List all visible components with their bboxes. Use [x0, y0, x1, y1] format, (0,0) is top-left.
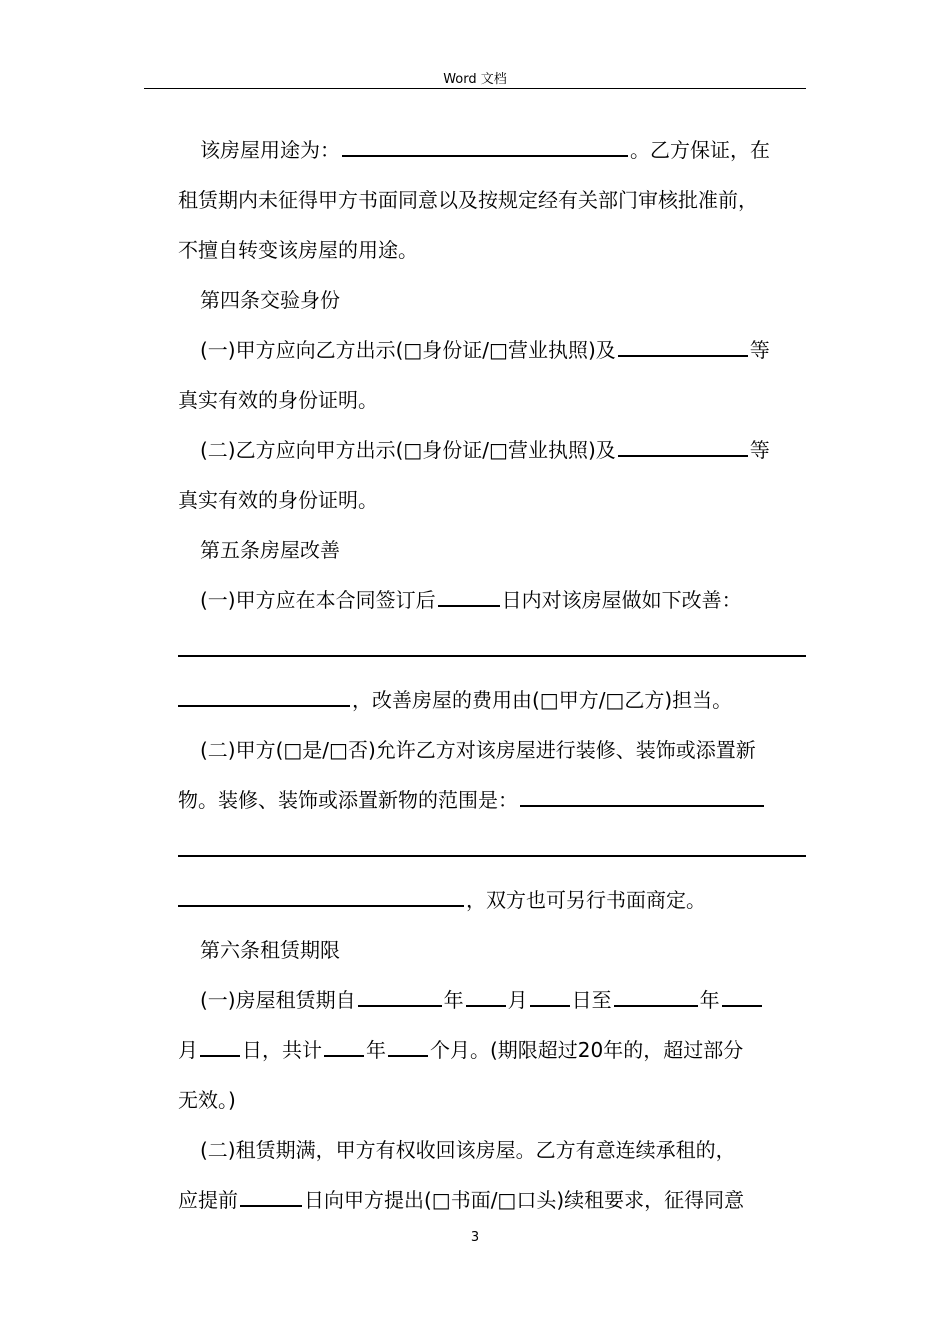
paragraph-line: 真实有效的身份证明。: [178, 388, 378, 412]
fill-blank: [466, 1004, 506, 1007]
fill-blank: [324, 1054, 364, 1057]
page-header: Word 文档: [443, 72, 507, 87]
fill-blank: [520, 804, 764, 807]
paragraph-line: ，改善房屋的费用由(□甲方/□乙方)担当。: [178, 675, 806, 725]
fill-blank: [618, 354, 748, 357]
document-body: [178, 125, 806, 1225]
article-heading: 第四条交验身份: [200, 288, 340, 312]
fill-blank: [438, 604, 500, 607]
paragraph-line: 应提前 日向甲方提出(□书面/□口头)续租要求，征得同意: [178, 1188, 745, 1212]
paragraph-line: (二)租赁期满，甲方有权收回该房屋。乙方有意连续承租的，: [200, 1138, 736, 1162]
fill-blank: [178, 655, 806, 657]
fill-blank: [178, 704, 350, 707]
fill-blank: [178, 904, 464, 907]
paragraph-line: (一)甲方应向乙方出示(□身份证/□营业执照)及 等: [200, 338, 770, 362]
fill-blank: [618, 454, 748, 457]
paragraph-line: 该房屋用途为： 。乙方保证，在: [200, 138, 770, 162]
paragraph-line: 租赁期内未征得甲方书面同意以及按规定经有关部门审核批准前，: [178, 188, 758, 212]
fill-blank: [530, 1004, 570, 1007]
paragraph-line: (一)甲方应在本合同签订后 日内对该房屋做如下改善：: [200, 588, 742, 612]
paragraph-line: (一)房屋租赁期自 年 月 日至 年: [178, 975, 806, 1025]
paragraph-line: 无效。): [178, 1088, 236, 1112]
paragraph-line: (二)甲方(□是/□否)允许乙方对该房屋进行装修、装饰或添置新: [200, 738, 756, 762]
fill-blank: [240, 1204, 302, 1207]
fill-blank: [614, 1004, 698, 1007]
paragraph-line: 不擅自转变该房屋的用途。: [178, 238, 418, 262]
article-heading: 第六条租赁期限: [200, 938, 340, 962]
paragraph-line: 真实有效的身份证明。: [178, 488, 378, 512]
paragraph-line: ，双方也可另行书面商定。: [178, 875, 806, 925]
blank-line: [178, 825, 806, 875]
fill-blank: [178, 855, 806, 857]
fill-blank: [722, 1004, 762, 1007]
fill-blank: [358, 1004, 442, 1007]
blank-line: [178, 625, 806, 675]
fill-blank: [388, 1054, 428, 1057]
fill-blank: [200, 1054, 240, 1057]
paragraph-line: 物。装修、装饰或添置新物的范围是：: [178, 775, 806, 825]
page-number: 3: [470, 1230, 480, 1245]
header-divider: [144, 88, 806, 89]
paragraph-line: (二)乙方应向甲方出示(□身份证/□营业执照)及 等: [200, 438, 770, 462]
fill-blank: [342, 154, 628, 157]
paragraph-line: 月 日，共计 年 个月。(期限超过20年的，超过部分: [178, 1038, 744, 1062]
article-heading: 第五条房屋改善: [200, 538, 340, 562]
